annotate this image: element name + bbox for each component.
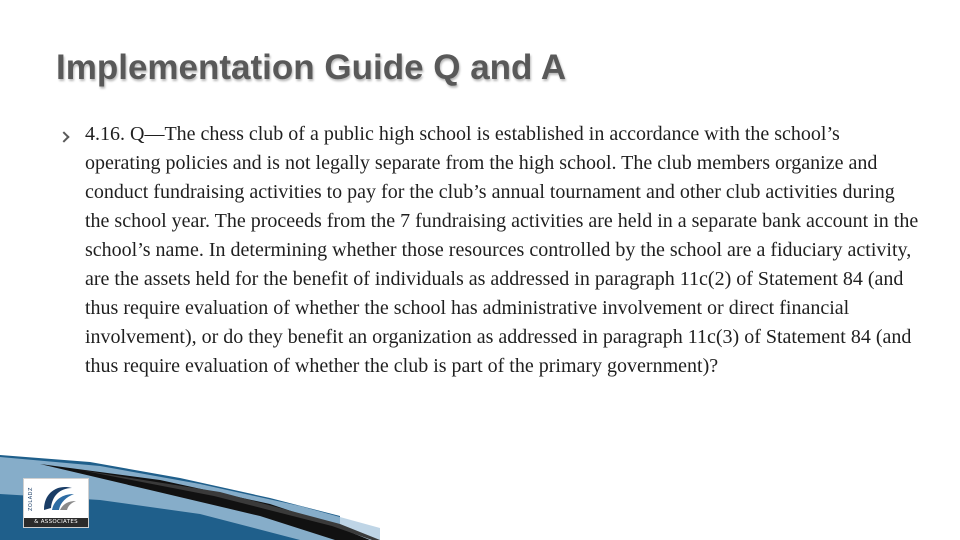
bullet-list: [60, 120, 920, 381]
logo-swirl-icon: [38, 482, 78, 516]
chevron-bullet-icon: [58, 131, 69, 142]
footer-swoosh: [0, 440, 960, 540]
bullet-item: [60, 120, 920, 381]
bullet-text: 4.16. Q—The chess club of a public high school is established in accordance with the school’s operating policies and is not legally separate from the high school. The club members organize and conduct fundraising activities to pay for the club’s annual tournament and other club activities during the school year. The proceeds from the 7 fundraising activities are held in a separate bank account in the school’s name. In determining whether those resources controlled by the school are a fiduciary activity, are the assets held for the benefit of individuals as addressed in paragraph 11c(2) of Statement 84 (and thus require evaluation of whether the school has administrative involvement or direct financial involvement), or do they benefit an organization as addressed in paragraph 11c(3) of Statement 84 (and thus require evaluation of whether the club is part of the primary government)?: [85, 123, 919, 377]
company-logo: [23, 478, 89, 528]
slide-title: Implementation Guide Q and A: [56, 48, 567, 87]
logo-band-text: & ASSOCIATES: [24, 518, 88, 527]
logo-vertical-text: ZOLADZ: [28, 487, 34, 511]
